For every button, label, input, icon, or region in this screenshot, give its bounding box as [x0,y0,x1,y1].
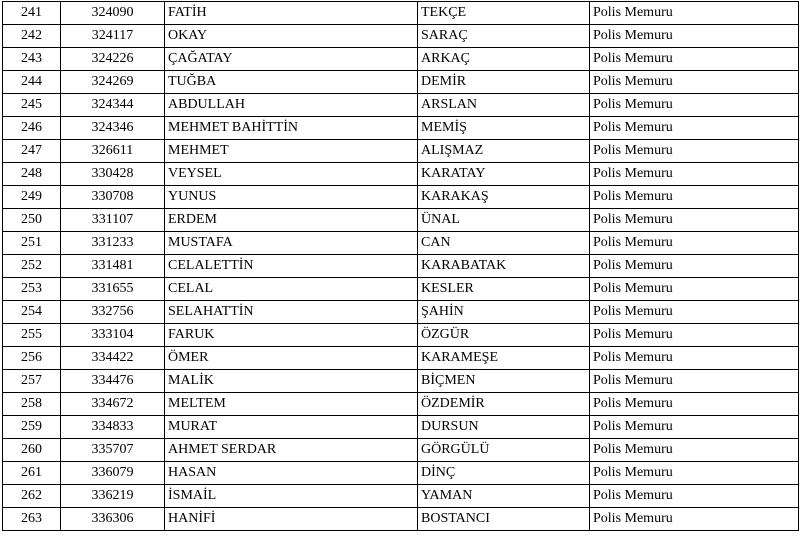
first-name-cell: SELAHATTİN [165,301,418,324]
personnel-table-body [3,2,799,531]
row-number-cell: 241 [3,2,61,25]
first-name-cell: FATİH [165,2,418,25]
last-name-cell: BİÇMEN [418,370,590,393]
registry-number-cell: 330428 [61,163,165,186]
last-name-cell: CAN [418,232,590,255]
rank-cell: Polis Memuru [590,508,799,531]
first-name-cell: MEHMET BAHİTTİN [165,117,418,140]
table-row [3,370,799,393]
table-row [3,117,799,140]
first-name-cell: ABDULLAH [165,94,418,117]
registry-number-cell: 324090 [61,2,165,25]
table-row [3,416,799,439]
table-row [3,439,799,462]
table-row [3,2,799,25]
registry-number-cell: 336079 [61,462,165,485]
row-number-cell: 260 [3,439,61,462]
row-number-cell: 250 [3,209,61,232]
rank-cell: Polis Memuru [590,186,799,209]
last-name-cell: KARAKAŞ [418,186,590,209]
row-number-cell: 242 [3,25,61,48]
row-number-cell: 259 [3,416,61,439]
first-name-cell: FARUK [165,324,418,347]
first-name-cell: HASAN [165,462,418,485]
rank-cell: Polis Memuru [590,393,799,416]
table-row [3,186,799,209]
first-name-cell: VEYSEL [165,163,418,186]
row-number-cell: 248 [3,163,61,186]
rank-cell: Polis Memuru [590,324,799,347]
registry-number-cell: 324346 [61,117,165,140]
rank-cell: Polis Memuru [590,71,799,94]
rank-cell: Polis Memuru [590,416,799,439]
row-number-cell: 246 [3,117,61,140]
last-name-cell: KARATAY [418,163,590,186]
registry-number-cell: 336306 [61,508,165,531]
personnel-table [2,1,799,531]
registry-number-cell: 324117 [61,25,165,48]
first-name-cell: OKAY [165,25,418,48]
last-name-cell: DURSUN [418,416,590,439]
table-row [3,255,799,278]
table-row [3,71,799,94]
last-name-cell: KESLER [418,278,590,301]
row-number-cell: 244 [3,71,61,94]
table-row [3,278,799,301]
last-name-cell: ÖZGÜR [418,324,590,347]
table-row [3,301,799,324]
row-number-cell: 252 [3,255,61,278]
rank-cell: Polis Memuru [590,278,799,301]
row-number-cell: 254 [3,301,61,324]
first-name-cell: YUNUS [165,186,418,209]
row-number-cell: 249 [3,186,61,209]
table-row [3,393,799,416]
row-number-cell: 263 [3,508,61,531]
table-row [3,347,799,370]
first-name-cell: CELAL [165,278,418,301]
row-number-cell: 247 [3,140,61,163]
registry-number-cell: 331481 [61,255,165,278]
rank-cell: Polis Memuru [590,485,799,508]
registry-number-cell: 331655 [61,278,165,301]
last-name-cell: ARSLAN [418,94,590,117]
row-number-cell: 258 [3,393,61,416]
rank-cell: Polis Memuru [590,117,799,140]
table-row [3,48,799,71]
registry-number-cell: 324226 [61,48,165,71]
row-number-cell: 255 [3,324,61,347]
last-name-cell: MEMİŞ [418,117,590,140]
registry-number-cell: 334476 [61,370,165,393]
rank-cell: Polis Memuru [590,301,799,324]
rank-cell: Polis Memuru [590,462,799,485]
table-row [3,232,799,255]
rank-cell: Polis Memuru [590,255,799,278]
registry-number-cell: 334672 [61,393,165,416]
rank-cell: Polis Memuru [590,232,799,255]
first-name-cell: MELTEM [165,393,418,416]
first-name-cell: ÇAĞATAY [165,48,418,71]
row-number-cell: 256 [3,347,61,370]
registry-number-cell: 333104 [61,324,165,347]
table-row [3,94,799,117]
rank-cell: Polis Memuru [590,94,799,117]
table-row [3,324,799,347]
row-number-cell: 243 [3,48,61,71]
last-name-cell: TEKÇE [418,2,590,25]
table-row [3,462,799,485]
rank-cell: Polis Memuru [590,347,799,370]
last-name-cell: YAMAN [418,485,590,508]
registry-number-cell: 335707 [61,439,165,462]
last-name-cell: ARKAÇ [418,48,590,71]
row-number-cell: 257 [3,370,61,393]
last-name-cell: ALIŞMAZ [418,140,590,163]
registry-number-cell: 324269 [61,71,165,94]
row-number-cell: 251 [3,232,61,255]
table-row [3,485,799,508]
last-name-cell: GÖRGÜLÜ [418,439,590,462]
personnel-list-sheet [2,1,799,531]
last-name-cell: DİNÇ [418,462,590,485]
table-row [3,25,799,48]
last-name-cell: ÜNAL [418,209,590,232]
registry-number-cell: 330708 [61,186,165,209]
last-name-cell: DEMİR [418,71,590,94]
registry-number-cell: 334422 [61,347,165,370]
rank-cell: Polis Memuru [590,2,799,25]
first-name-cell: ÖMER [165,347,418,370]
first-name-cell: MEHMET [165,140,418,163]
last-name-cell: ÖZDEMİR [418,393,590,416]
table-row [3,508,799,531]
last-name-cell: KARAMEŞE [418,347,590,370]
last-name-cell: SARAÇ [418,25,590,48]
registry-number-cell: 331107 [61,209,165,232]
row-number-cell: 262 [3,485,61,508]
first-name-cell: İSMAİL [165,485,418,508]
last-name-cell: BOSTANCI [418,508,590,531]
first-name-cell: MALİK [165,370,418,393]
first-name-cell: CELALETTİN [165,255,418,278]
row-number-cell: 253 [3,278,61,301]
table-row [3,209,799,232]
first-name-cell: TUĞBA [165,71,418,94]
rank-cell: Polis Memuru [590,140,799,163]
registry-number-cell: 332756 [61,301,165,324]
rank-cell: Polis Memuru [590,163,799,186]
first-name-cell: MURAT [165,416,418,439]
registry-number-cell: 334833 [61,416,165,439]
table-row [3,163,799,186]
first-name-cell: HANİFİ [165,508,418,531]
row-number-cell: 261 [3,462,61,485]
registry-number-cell: 324344 [61,94,165,117]
rank-cell: Polis Memuru [590,439,799,462]
row-number-cell: 245 [3,94,61,117]
table-row [3,140,799,163]
rank-cell: Polis Memuru [590,48,799,71]
registry-number-cell: 336219 [61,485,165,508]
first-name-cell: ERDEM [165,209,418,232]
rank-cell: Polis Memuru [590,25,799,48]
first-name-cell: MUSTAFA [165,232,418,255]
first-name-cell: AHMET SERDAR [165,439,418,462]
last-name-cell: ŞAHİN [418,301,590,324]
rank-cell: Polis Memuru [590,370,799,393]
registry-number-cell: 326611 [61,140,165,163]
last-name-cell: KARABATAK [418,255,590,278]
registry-number-cell: 331233 [61,232,165,255]
rank-cell: Polis Memuru [590,209,799,232]
